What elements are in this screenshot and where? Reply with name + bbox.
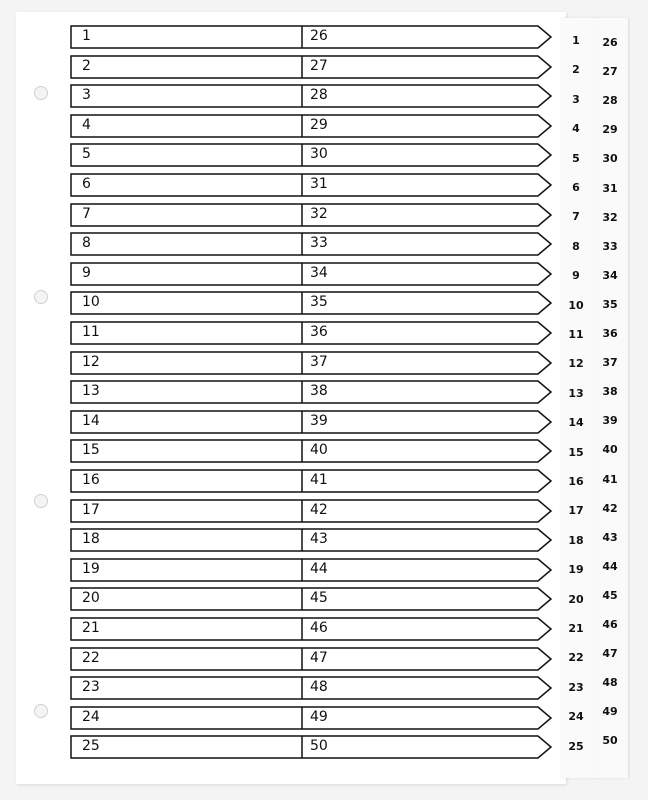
entry-number-left: 19: [82, 560, 100, 577]
entry-number-right: 44: [310, 560, 328, 577]
entry-number-right: 43: [310, 531, 328, 548]
index-tab[interactable]: 9: [572, 269, 580, 283]
index-tab[interactable]: 20: [568, 592, 584, 606]
index-tab[interactable]: 24: [568, 710, 584, 724]
index-tab[interactable]: 25: [568, 739, 584, 753]
entry-number-left: 4: [82, 116, 91, 133]
entry-number-left: 13: [82, 383, 100, 400]
entry-number-right: 40: [310, 442, 328, 459]
index-tab[interactable]: 50: [602, 734, 618, 748]
index-tab[interactable]: 6: [572, 181, 580, 194]
index-tab[interactable]: 42: [602, 501, 618, 515]
index-tab[interactable]: 18: [568, 533, 584, 547]
entry-number-right: 31: [310, 176, 328, 192]
toc-row: [70, 587, 553, 611]
entry-number-right: 29: [310, 116, 328, 133]
index-tab[interactable]: 35: [602, 297, 618, 311]
entry-number-left: 23: [82, 679, 100, 696]
entry-number-left: 15: [82, 442, 100, 459]
toc-row: [70, 735, 553, 759]
index-tab[interactable]: 43: [602, 530, 618, 544]
entry-number-left: 25: [82, 738, 100, 755]
index-tab[interactable]: 22: [568, 651, 584, 665]
index-tab[interactable]: 28: [602, 94, 618, 108]
index-tab[interactable]: 27: [602, 65, 618, 79]
index-tab[interactable]: 38: [602, 385, 618, 399]
entry-number-left: 6: [82, 176, 91, 192]
entry-number-right: 37: [310, 353, 328, 370]
toc-row: [70, 351, 553, 375]
index-tab[interactable]: 26: [602, 36, 618, 49]
entry-number-left: 16: [82, 472, 100, 488]
index-tab[interactable]: 17: [568, 504, 584, 518]
entry-number-left: 21: [82, 620, 100, 636]
entry-number-left: 18: [82, 531, 100, 548]
index-tab[interactable]: 3: [572, 92, 580, 106]
toc-row: [70, 262, 553, 286]
toc-row: [70, 499, 553, 523]
entry-number-right: 47: [310, 649, 328, 666]
toc-row: [70, 469, 553, 493]
entry-number-right: 50: [310, 738, 328, 755]
toc-row: [70, 676, 553, 700]
toc-row: [70, 617, 553, 641]
index-tab[interactable]: 13: [568, 386, 584, 400]
entry-number-right: 41: [310, 472, 328, 488]
index-tab[interactable]: 33: [602, 239, 618, 253]
toc-row: [70, 321, 553, 345]
entry-number-left: 12: [82, 353, 100, 370]
entry-number-right: 28: [310, 87, 328, 104]
index-tab[interactable]: 36: [602, 327, 618, 340]
toc-row: [70, 232, 553, 256]
toc-row: [70, 84, 553, 108]
index-tab[interactable]: 21: [568, 622, 584, 635]
entry-number-right: 27: [310, 57, 328, 74]
index-tab[interactable]: 2: [572, 63, 580, 77]
entry-number-left: 9: [82, 264, 91, 281]
index-tab[interactable]: 44: [602, 559, 618, 573]
index-tab[interactable]: 4: [572, 122, 580, 136]
index-tab[interactable]: 11: [568, 328, 584, 341]
index-tab[interactable]: 12: [568, 357, 584, 371]
index-tab[interactable]: 1: [572, 34, 580, 47]
entry-number-left: 11: [82, 324, 100, 340]
entry-number-right: 33: [310, 235, 328, 252]
entry-number-right: 36: [310, 324, 328, 340]
toc-row: [70, 558, 553, 582]
entry-number-right: 35: [310, 294, 328, 311]
entry-number-right: 46: [310, 620, 328, 636]
toc-row: [70, 380, 553, 404]
entry-number-right: 34: [310, 264, 328, 281]
index-tab[interactable]: 8: [572, 239, 580, 253]
index-tab[interactable]: 29: [602, 123, 618, 137]
index-tab[interactable]: 30: [602, 152, 618, 166]
entry-number-right: 45: [310, 590, 328, 607]
entry-number-left: 24: [82, 708, 100, 725]
entry-number-left: 5: [82, 146, 91, 163]
index-tab[interactable]: 48: [602, 676, 618, 690]
index-tab[interactable]: 5: [572, 151, 580, 165]
entry-number-right: 49: [310, 708, 328, 725]
index-tab[interactable]: 47: [602, 647, 618, 661]
entry-number-right: 42: [310, 501, 328, 518]
index-tab[interactable]: 37: [602, 356, 618, 370]
toc-row: [70, 410, 553, 434]
entry-number-left: 8: [82, 235, 91, 252]
index-tab[interactable]: 39: [602, 414, 618, 428]
entry-number-left: 2: [82, 57, 91, 74]
entry-number-left: 22: [82, 649, 100, 666]
entry-number-left: 17: [82, 501, 100, 518]
index-tab[interactable]: 7: [572, 210, 580, 224]
toc-row: [70, 143, 553, 167]
toc-row: [70, 114, 553, 138]
index-tab[interactable]: 16: [568, 475, 584, 488]
index-tab[interactable]: 49: [602, 705, 618, 719]
entry-number-left: 14: [82, 412, 100, 429]
index-tab[interactable]: 46: [602, 618, 618, 631]
index-tab[interactable]: 31: [602, 181, 618, 195]
index-tab[interactable]: 40: [602, 443, 618, 457]
entry-number-left: 1: [82, 28, 91, 44]
entry-number-left: 7: [82, 205, 91, 222]
index-tab[interactable]: 14: [568, 416, 584, 430]
toc-row: [70, 706, 553, 730]
entry-number-left: 10: [82, 294, 100, 311]
entry-number-right: 30: [310, 146, 328, 163]
entry-number-right: 26: [310, 28, 328, 44]
index-tab[interactable]: 15: [568, 445, 584, 459]
toc-row: [70, 528, 553, 552]
index-tab[interactable]: 45: [602, 588, 618, 602]
entry-number-right: 39: [310, 412, 328, 429]
index-tab[interactable]: 41: [602, 472, 618, 486]
toc-row: [70, 439, 553, 463]
entry-number-left: 3: [82, 87, 91, 104]
toc-row: [70, 647, 553, 671]
entry-number-right: 38: [310, 383, 328, 400]
entry-number-right: 32: [310, 205, 328, 222]
index-tab[interactable]: 34: [602, 268, 618, 282]
entry-number-right: 48: [310, 679, 328, 696]
toc-row: [70, 25, 553, 49]
index-tab[interactable]: 23: [568, 680, 584, 694]
toc-row: [70, 173, 553, 197]
index-tab[interactable]: 32: [602, 210, 618, 224]
index-tab[interactable]: 19: [568, 563, 584, 577]
entry-number-left: 20: [82, 590, 100, 607]
toc-row: [70, 203, 553, 227]
index-tab[interactable]: 10: [568, 298, 584, 312]
toc-row: [70, 55, 553, 79]
toc-row: [70, 291, 553, 315]
